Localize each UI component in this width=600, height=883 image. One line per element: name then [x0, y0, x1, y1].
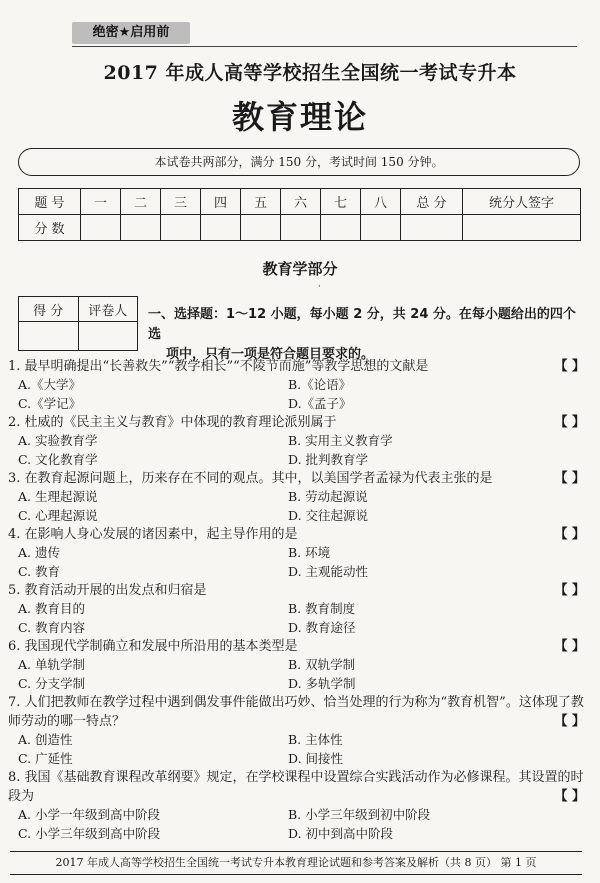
- option-list: [8, 432, 593, 469]
- score-header-cell: 七: [321, 189, 361, 215]
- option: D. 交往起源说: [288, 507, 369, 523]
- question-text: 5. 教育活动开展的出发点和归宿是: [8, 583, 207, 598]
- score-row-label: 分 数: [19, 215, 81, 241]
- score-table: [18, 188, 581, 241]
- option: C. 教育内容: [18, 619, 86, 635]
- option-list: [8, 600, 593, 637]
- score-header-cell: 统分人签字: [463, 189, 581, 215]
- score-header-cell: 四: [201, 189, 241, 215]
- question-text: 6. 我国现代学制确立和发展中所沿用的基本类型是: [8, 639, 298, 654]
- subject-title: 教育理论: [231, 98, 368, 136]
- option-list: [8, 376, 593, 413]
- score-cell[interactable]: [361, 215, 401, 241]
- option-list: [8, 488, 593, 525]
- score-header-cell: 八: [361, 189, 401, 215]
- option: D. 主观能动性: [288, 563, 369, 579]
- answer-bracket[interactable]: 【 】: [554, 789, 585, 804]
- question-item: [8, 413, 593, 469]
- option: C.《学记》: [18, 395, 82, 411]
- answer-bracket[interactable]: 【 】: [554, 471, 585, 486]
- score-cell[interactable]: [161, 215, 201, 241]
- question-item: [8, 469, 593, 525]
- score-cell[interactable]: [401, 215, 463, 241]
- question-item: [8, 768, 593, 843]
- option-list: [8, 544, 593, 581]
- option: B. 实用主义教育学: [288, 433, 393, 448]
- option: B.《论语》: [288, 377, 352, 392]
- option: C. 文化教育学: [18, 451, 98, 467]
- option: C. 教育: [18, 563, 61, 579]
- header-rule: [72, 46, 577, 47]
- option: B. 环境: [288, 545, 331, 560]
- section-dot: ·: [318, 282, 321, 292]
- question-stem: [8, 525, 593, 544]
- option: D. 多轨学制: [288, 675, 356, 691]
- question-stem: [8, 357, 593, 376]
- question-text: 1. 最早明确提出“长善救失”“教学相长”“不陵节而施”等教学思想的文献是: [8, 359, 429, 374]
- grader-reviewer-cell[interactable]: [78, 322, 138, 351]
- score-cell[interactable]: [281, 215, 321, 241]
- score-cell[interactable]: [463, 215, 581, 241]
- option: C. 分支学制: [18, 675, 86, 691]
- option: B. 教育制度: [288, 601, 356, 616]
- answer-bracket[interactable]: 【 】: [554, 415, 585, 430]
- option-list: [8, 656, 593, 693]
- option: B. 劳动起源说: [288, 489, 368, 504]
- question-stem: [8, 637, 593, 656]
- score-cell[interactable]: [241, 215, 281, 241]
- answer-bracket[interactable]: 【 】: [554, 359, 585, 374]
- score-cell[interactable]: [81, 215, 121, 241]
- page-footer: 2017 年成人高等学校招生全国统一考试专升本教育理论试题和参考答案及解析（共 8 页） 第 1 页: [10, 851, 582, 875]
- grader-reviewer-label: 评卷人: [78, 297, 138, 322]
- exam-info-box: 本试卷共两部分，满分 150 分，考试时间 150 分钟。: [18, 148, 580, 176]
- exam-title: 2017 年成人高等学校招生全国统一考试专升本: [103, 62, 517, 84]
- option: B. 双轨学制: [288, 657, 356, 672]
- option: A.《大学》: [18, 377, 82, 392]
- option: A. 遗传: [18, 545, 60, 560]
- option: A. 生理起源说: [18, 489, 98, 504]
- grader-score-label: 得 分: [19, 297, 79, 322]
- instruction-line: 一、选择题：1～12 小题，每小题 2 分，共 24 分。在每小题给出的四个选: [148, 307, 576, 342]
- score-header-cell: 六: [281, 189, 321, 215]
- option-list: [8, 731, 593, 768]
- question-text: 4. 在影响人身心发展的诸因素中，起主导作用的是: [8, 527, 298, 542]
- option: D. 间接性: [288, 750, 344, 766]
- question-stem: [8, 581, 593, 600]
- option: D.《孟子》: [288, 395, 352, 411]
- score-header-cell: 五: [241, 189, 281, 215]
- option: A. 实验教育学: [18, 433, 98, 448]
- section-instruction: [148, 305, 588, 365]
- option: D. 初中到高中阶段: [288, 825, 394, 841]
- question-list: [8, 357, 593, 843]
- question-stem: [8, 469, 593, 488]
- question-item: [8, 637, 593, 693]
- score-table-score-row: [19, 215, 581, 241]
- option: A. 教育目的: [18, 601, 85, 616]
- question-stem: [8, 768, 593, 806]
- instruction-line: 项中，只有一项是符合题目要求的。: [166, 347, 375, 362]
- confidential-badge: 绝密★启用前: [72, 22, 190, 44]
- option: A. 创造性: [18, 732, 73, 747]
- option: D. 批判教育学: [288, 451, 369, 467]
- question-item: [8, 357, 593, 413]
- question-stem: [8, 413, 593, 432]
- grader-score-cell[interactable]: [19, 322, 79, 351]
- score-header-cell: 二: [121, 189, 161, 215]
- section-title: 教育学部分: [262, 260, 338, 278]
- option: C. 心理起源说: [18, 507, 98, 523]
- question-item: [8, 525, 593, 581]
- score-header-cell: 一: [81, 189, 121, 215]
- question-item: [8, 693, 593, 768]
- option: C. 广延性: [18, 750, 73, 766]
- answer-bracket[interactable]: 【 】: [554, 527, 585, 542]
- option-list: [8, 806, 593, 843]
- question-text: 2. 杜威的《民主主义与教育》中体现的教育理论派别属于: [8, 415, 337, 430]
- option: A. 单轨学制: [18, 657, 85, 672]
- question-text: 7. 人们把教师在教学过程中遇到偶发事件能做出巧妙、恰当处理的行为称为“教育机智”。这体现了教师劳动的哪一特点？: [8, 695, 584, 729]
- option: B. 小学三年级到初中阶段: [288, 807, 431, 822]
- question-stem: [8, 693, 593, 731]
- score-cell[interactable]: [321, 215, 361, 241]
- score-table-header-row: [19, 189, 581, 215]
- answer-bracket[interactable]: 【 】: [554, 583, 585, 598]
- score-header-cell: 题 号: [19, 189, 81, 215]
- score-header-cell: 总 分: [401, 189, 463, 215]
- score-header-cell: 三: [161, 189, 201, 215]
- score-cell[interactable]: [121, 215, 161, 241]
- score-cell[interactable]: [201, 215, 241, 241]
- answer-bracket[interactable]: 【 】: [554, 714, 585, 729]
- question-item: [8, 581, 593, 637]
- option: D. 教育途径: [288, 619, 356, 635]
- question-text: 3. 在教育起源问题上，历来存在不同的观点。其中，以美国学者孟禄为代表主张的是: [8, 471, 493, 486]
- option: B. 主体性: [288, 732, 343, 747]
- grader-table: [18, 296, 138, 351]
- option: A. 小学一年级到高中阶段: [18, 807, 160, 822]
- question-text: 8. 我国《基础教育课程改革纲要》规定，在学校课程中设置综合实践活动作为必修课程。其设置的时段为: [8, 770, 584, 804]
- answer-bracket[interactable]: 【 】: [554, 639, 585, 654]
- option: C. 小学三年级到高中阶段: [18, 825, 161, 841]
